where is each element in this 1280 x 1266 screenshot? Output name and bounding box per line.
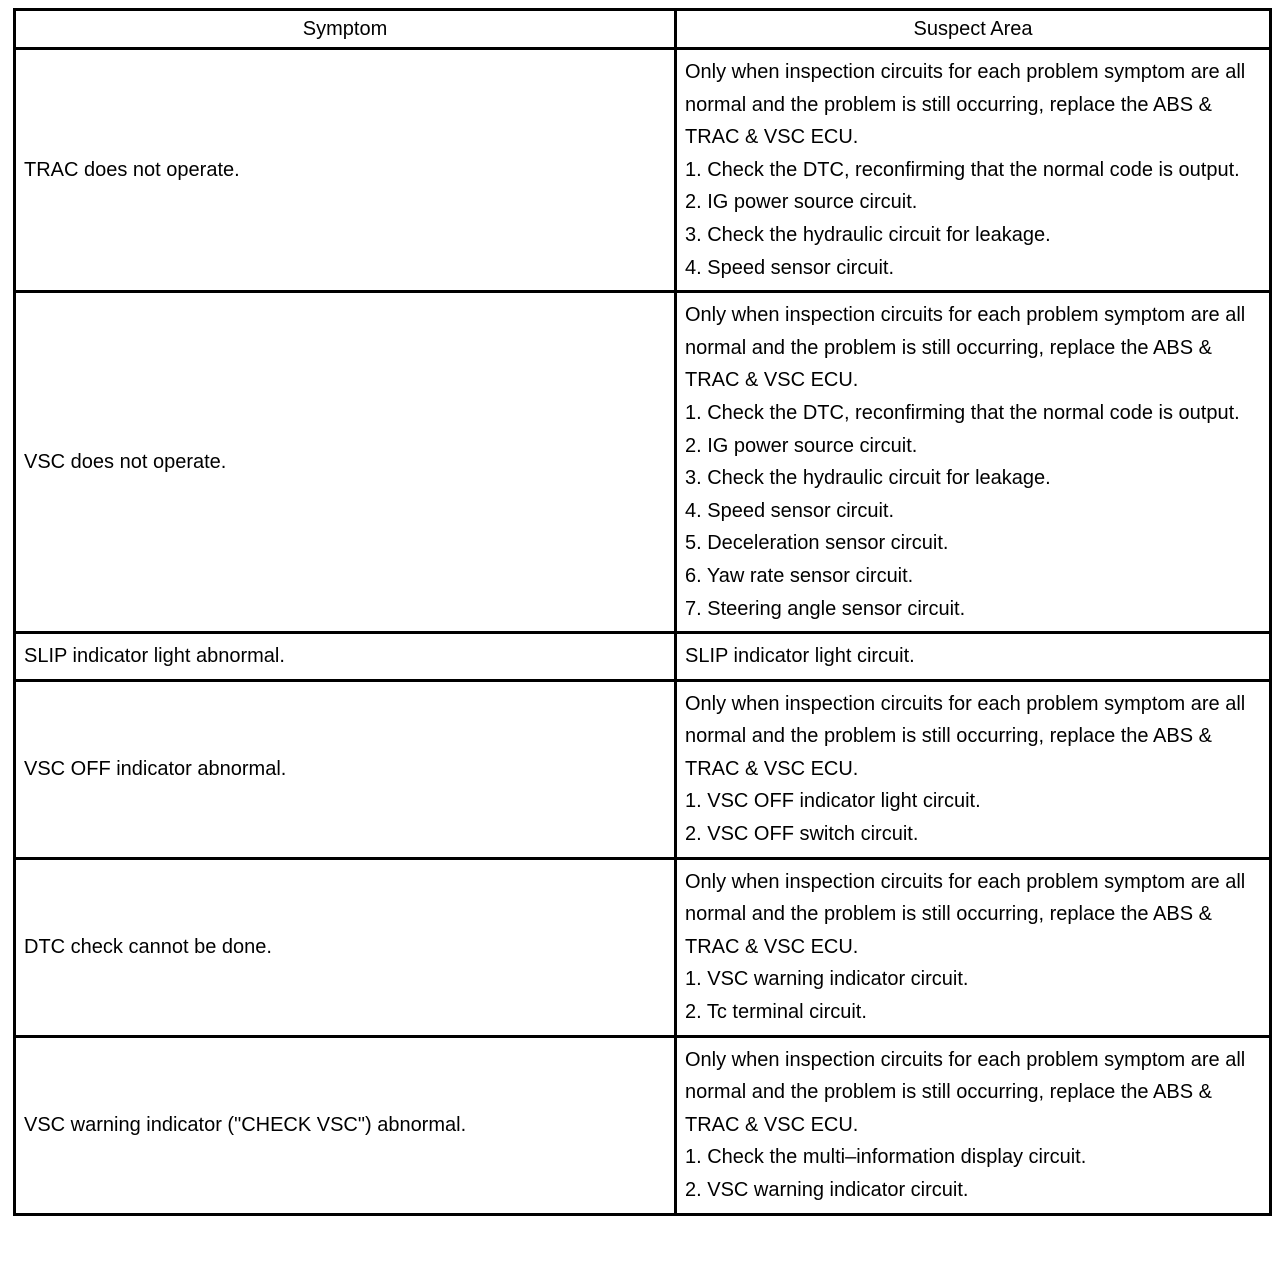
symptom-table — [13, 8, 1272, 1216]
table-row — [15, 633, 1271, 681]
suspect-area-item: 3. Check the hydraulic circuit for leakage. — [685, 223, 1051, 246]
suspect-area-cell — [676, 49, 1271, 292]
suspect-area-cell — [676, 1036, 1271, 1214]
suspect-area-item: 2. IG power source circuit. — [685, 191, 918, 214]
suspect-area-item: 7. Steering angle sensor circuit. — [685, 597, 966, 620]
table-row — [15, 1036, 1271, 1214]
header-row — [15, 10, 1271, 49]
suspect-area-intro: Only when inspection circuits for each problem symptom are all normal and the problem is still occurring, replace the ABS & TRAC & VSC ECU. — [685, 61, 1246, 149]
suspect-area-item: 6. Yaw rate sensor circuit. — [685, 564, 914, 587]
suspect-area-cell — [676, 292, 1271, 633]
suspect-area-intro: Only when inspection circuits for each problem symptom are all normal and the problem is still occurring, replace the ABS & TRAC & VSC ECU. — [685, 304, 1246, 392]
suspect-area-cell — [676, 858, 1271, 1036]
header-symptom: Symptom — [15, 10, 676, 49]
suspect-area-item: 2. VSC warning indicator circuit. — [685, 1179, 969, 1201]
suspect-area-intro: Only when inspection circuits for each problem symptom are all normal and the problem is still occurring, replace the ABS & TRAC & VSC ECU. — [685, 1048, 1246, 1136]
suspect-area-item: 1. Check the DTC, reconfirming that the normal code is output. — [685, 401, 1240, 424]
symptom-cell: SLIP indicator light abnormal. — [15, 633, 676, 681]
suspect-area-cell — [676, 680, 1271, 858]
document-page — [13, 8, 1269, 1216]
suspect-area-intro: Only when inspection circuits for each problem symptom are all normal and the problem is still occurring, replace the ABS & TRAC & VSC ECU. — [685, 692, 1246, 780]
symptom-cell: VSC OFF indicator abnormal. — [15, 680, 676, 858]
suspect-area-item: 1. Check the multi–information display circuit. — [685, 1146, 1087, 1169]
header-suspect-area: Suspect Area — [676, 10, 1271, 49]
suspect-area-item: 4. Speed sensor circuit. — [685, 499, 894, 522]
suspect-area-item: 3. Check the hydraulic circuit for leakage. — [685, 467, 1051, 490]
suspect-area-cell — [676, 633, 1271, 681]
suspect-area-item: 1. Check the DTC, reconfirming that the normal code is output. — [685, 158, 1240, 181]
suspect-area-item: 5. Deceleration sensor circuit. — [685, 532, 949, 555]
suspect-area-item: 2. Tc terminal circuit. — [685, 1001, 867, 1024]
symptom-cell: VSC warning indicator ("CHECK VSC") abnormal. — [15, 1036, 676, 1214]
suspect-area-item: 2. VSC OFF switch circuit. — [685, 823, 919, 846]
suspect-area-intro: Only when inspection circuits for each problem symptom are all normal and the problem is still occurring, replace the ABS & TRAC & VSC ECU. — [685, 870, 1246, 958]
suspect-area-item: 1. VSC warning indicator circuit. — [685, 968, 969, 991]
table-row — [15, 292, 1271, 633]
table-row — [15, 680, 1271, 858]
suspect-area-item: 1. VSC OFF indicator light circuit. — [685, 790, 981, 813]
symptom-cell: VSC does not operate. — [15, 292, 676, 633]
suspect-area-item: 4. Speed sensor circuit. — [685, 256, 894, 279]
suspect-area-item: 2. IG power source circuit. — [685, 434, 918, 457]
table-body — [15, 49, 1271, 1215]
table-row — [15, 858, 1271, 1036]
suspect-area-intro: SLIP indicator light circuit. — [685, 645, 915, 668]
symptom-cell: TRAC does not operate. — [15, 49, 676, 292]
symptom-cell: DTC check cannot be done. — [15, 858, 676, 1036]
table-row — [15, 49, 1271, 292]
